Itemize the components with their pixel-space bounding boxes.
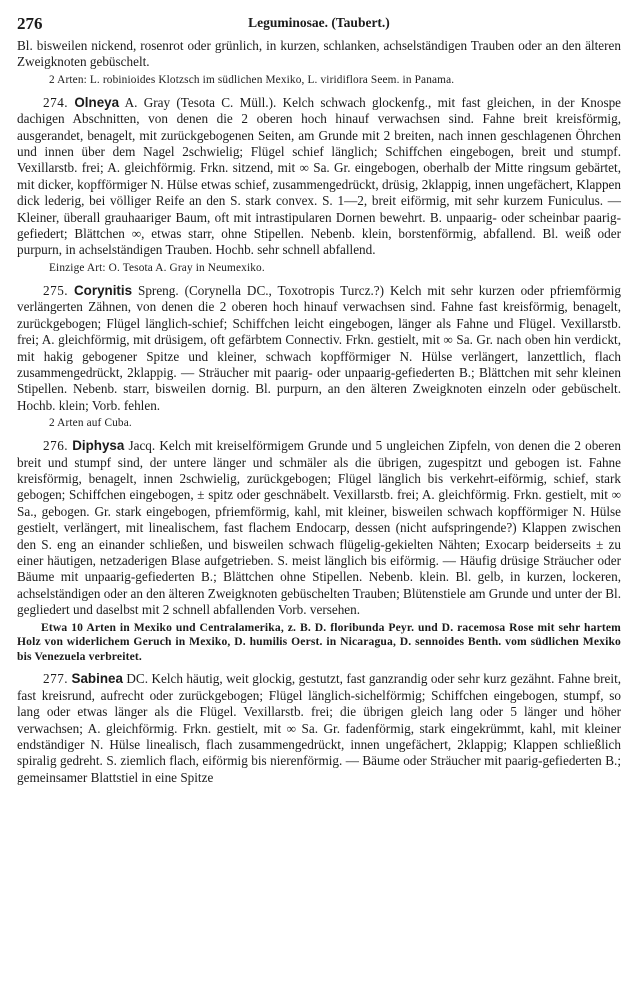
- species-note: Einzige Art: O. Tesota A. Gray in Neumexiko.: [49, 261, 265, 274]
- genus-paragraph: [17, 95, 621, 259]
- page-body: [17, 38, 621, 786]
- genus-number: 275.: [43, 282, 69, 298]
- genus-entry-276: [17, 438, 621, 664]
- genus-authority: A. Gray (Tesota C. Müll.).: [124, 94, 277, 110]
- genus-description: Kelch schwach glockenfg., mit fast gleichen, in der Knospe dachigen Abschnitten, von denen die 2 oberen hoch hinauf verwachsen sind. Fahne breit kreisförmig, ausgerandet, benagelt, mit zurückgebogenen Seiten, am Grunde mit 2 breiten, nach innen geschlagenen Öhrchen und innen über dem Nagel 2schwielig; Flügel schief länglich; Schiffchen eingebogen, breit und stumpf. Vexillarstb. frei; A. gleichförmig. Frkn. sitzend, mit ∞ Sa. Gr. eingebogen, oberhalb der Mitte ringsum gebärtet, mit dicker, kopfförmiger N. Hülse etwas schief, zusammengedrückt, drüsig, 2klappig, innen ungefächert, Klappen dick lederig, bei völliger Reife an den S. stark convex. S. 1—2, breit eiförmig, mit sehr kurzem Funiculus. — Kleiner, überall grauhaariger Baum, oft mit intrastipularen Dornen bewehrt. B. unpaarig- oder scheinbar paarig-gefiedert; Blättchen ∞, etwas starr, ohne Stipellen. Nebenb. klein, borstenförmig, abfallend. Bl. weiß oder purpurn, in achselständigen Trauben. Hochb. sehr schnell abfallend.: [17, 94, 622, 258]
- genus-name: Olneya: [74, 94, 120, 110]
- genus-number: 276.: [43, 438, 69, 454]
- genus-name: Sabinea: [71, 671, 123, 687]
- page-number: 276: [17, 14, 43, 33]
- running-title: Leguminosae. (Taubert.): [248, 15, 390, 30]
- genus-number: 274.: [43, 94, 69, 110]
- genus-paragraph: [17, 438, 621, 618]
- species-note: 2 Arten auf Cuba.: [49, 417, 132, 430]
- genus-paragraph: [17, 283, 621, 414]
- genus-name: Diphysa: [72, 438, 125, 454]
- genus-description: Kelch häutig, weit glockig, gestutzt, fast ganzrandig oder sehr kurz gezähnt. Fahne breit, fast kreisrund, aufrecht oder zurückgebogen; Flügel länglich-sichelförmig; Schiffchen eingebogen, stumpf, so lang oder etwas länger als die Flügel. Vexillarstb. frei; die übrigen gleich lang oder 5 länger und höher verwachsen; A. gleichförmig. Frkn. gestielt, mit ∞ Sa. Gr. fadenförmig, stark eingekrümmt, kahl, mit kleiner endständiger N. Hülse linealisch, flach zusammengedrückt, innen ungefächert, 2klappig; Klappen schließlich spiralig gedreht. S. ziemlich flach, eiförmig bis nierenförmig. — Bäume oder Sträucher mit paarig-gefiederten B.; gemeinsamer Blattstiel in eine Spitze: [17, 671, 622, 785]
- genus-authority: DC.: [126, 671, 148, 687]
- genus-paragraph: [17, 671, 621, 786]
- genus-authority: Spreng. (Corynella DC., Toxotropis Turcz.?): [138, 282, 384, 298]
- genus-entry-277: [17, 671, 621, 786]
- section-intro: [17, 38, 621, 88]
- species-note: Etwa 10 Arten in Mexiko und Centralamerika, z. B. D. floribunda Peyr. und D. racemosa Rose mit sehr hartem Holz von widerlichem Geruch in Mexiko, D. humilis Oerst. in Nicaragua, D. sennoides Benth. vom südlichen Mexiko bis Venezuela verbreitet.: [17, 620, 621, 663]
- paragraph-text: Bl. bisweilen nickend, rosenrot oder grünlich, in kurzen, schlanken, achselständigen Trauben oder an den älteren Zweigknoten gebüschelt.: [17, 38, 621, 70]
- genus-description: Kelch mit sehr kurzen oder pfriemförmig verlängerten Zähnen, von denen die 2 oberen hoch hinauf verwachsen sind. Fahne fast kreisförmig, benagelt, zurückgebogen; Flügel länglich-schief; Schiffchen leicht eingebogen, länger als Fahne und Flügel. Vexillarstb. frei; A. gleichförmig, mit drüsigem, oft gefärbtem Connectiv. Frkn. gestielt, mit ∞ Sa. Gr. nach oben hin verdickt, mit hakig gebogener Spitze und kleiner, schwach kopfförmiger N. Hülse verlängert, lanzettlich, flach zusammengedrückt, 2klappig. — Sträucher mit paarig- oder unpaarig-gefiederten B.; Blättchen mit sehr kleinen Stipellen. Nebenb. starr, bisweilen dornig. Bl. purpurn, an den älteren Zweigknoten einzeln oder gebüschelt. Hochb. klein; Vorb. fehlen.: [17, 282, 621, 413]
- genus-authority: Jacq.: [128, 438, 156, 454]
- genus-number: 277.: [43, 671, 69, 687]
- genus-name: Corynitis: [74, 282, 133, 298]
- genus-description: Kelch mit kreiselförmigem Grunde und 5 ungleichen Zipfeln, von denen die 2 oberen breit und stumpf sind, der untere länger und schmäler als die übrigen, zugespitzt und gebogen ist. Fahne kreisförmig, benagelt, innen 2schwielig, zurückgebogen; Flügel länglich bis verkehrt-eiförmig, schief, stark gebogen; Schiffchen eingebogen, ± spitz oder geschnäbelt. Vexillarstb. frei; A. gleichförmig. Frkn. gestielt, mit ∞ Sa., gebogen. Gr. stark eingebogen, pfriemförmig, kahl, mit kleiner, bisweilen schwach kopfförmiger N. Hülse gestielt, verlängert, mit linealischem, fast flachem Endocarp, dessen (nicht aufspringende?) Klappen zwischen den S. eng an einander schließen, und bisweilen schwach flügelig-gekielten Nähten; Exocarp beiderseits ± zu einer häutigen, netzaderigen Blase aufgetrieben. S. meist länglich bis eiförmig. — Häufig drüsige Sträucher oder Bäume mit unpaarig-gefiederten B.; Blättchen ohne Stipellen. Nebenb. klein. Bl. gelb, in kurzen, lockeren, achselständigen oder an den älteren Zweigknoten gebüschelten Trauben; Blütenstiele am Grunde und unter der Bl. gegliedert und daselbst mit 2 schnell abfallenden Vorb. versehen.: [17, 438, 621, 618]
- genus-entry-274: [17, 95, 621, 276]
- genus-entry-275: [17, 283, 621, 431]
- species-note: 2 Arten: L. robinioides Klotzsch im südlichen Mexiko, L. viridiflora Seem. in Panama.: [49, 73, 455, 86]
- page-header: [17, 14, 621, 38]
